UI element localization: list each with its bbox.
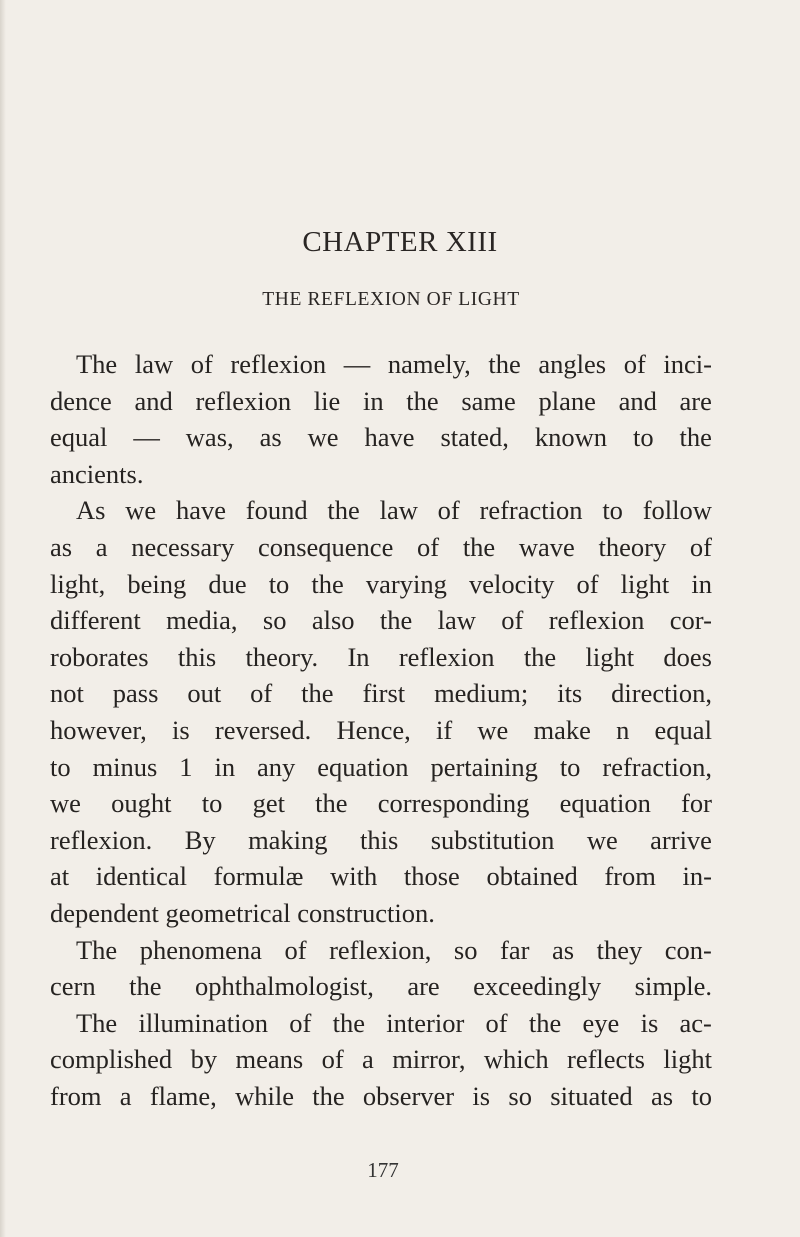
page-number: 177 bbox=[367, 1158, 399, 1182]
text-line: ancients. bbox=[50, 458, 144, 489]
text-line: different media, so also the law of reflexion cor- bbox=[50, 605, 712, 636]
text-line: not pass out of the first medium; its direction, bbox=[50, 678, 712, 709]
text-line: The phenomena of reflexion, so far as they con- bbox=[76, 934, 712, 965]
text-line: from a flame, while the observer is so situated as to bbox=[50, 1080, 712, 1111]
text-line: As we have found the law of refraction to follow bbox=[76, 495, 712, 526]
text-line: as a necessary consequence of the wave theory of bbox=[50, 531, 712, 562]
text-line: cern the ophthalmologist, are exceedingly simple. bbox=[50, 971, 712, 1002]
text-line: to minus 1 in any equation pertaining to refraction, bbox=[50, 751, 712, 782]
text-line: The law of reflexion — namely, the angles of inci- bbox=[76, 349, 712, 379]
text-line: roborates this theory. In reflexion the light does bbox=[50, 641, 712, 672]
text-line: light, being due to the varying velocity of light in bbox=[50, 568, 712, 599]
body-text bbox=[50, 346, 712, 1114]
section-title: THE REFLEXION OF LIGHT bbox=[262, 289, 520, 310]
text-line: equal — was, as we have stated, known to the bbox=[50, 422, 712, 453]
text-line: complished by means of a mirror, which reflects light bbox=[50, 1044, 712, 1075]
text-line: however, is reversed. Hence, if we make n equal bbox=[50, 714, 712, 745]
text-line: we ought to get the corresponding equation for bbox=[50, 788, 712, 819]
text-line: dence and reflexion lie in the same plane and are bbox=[50, 385, 712, 416]
text-line: The illumination of the interior of the eye is ac- bbox=[76, 1007, 712, 1038]
text-line: reflexion. By making this substitution we arrive bbox=[50, 824, 712, 855]
text-line: dependent geometrical construction. bbox=[50, 897, 435, 928]
chapter-heading: CHAPTER XIII bbox=[302, 226, 498, 258]
text-line: at identical formulæ with those obtained from in- bbox=[50, 861, 712, 892]
page-gutter-shadow bbox=[0, 0, 6, 1237]
